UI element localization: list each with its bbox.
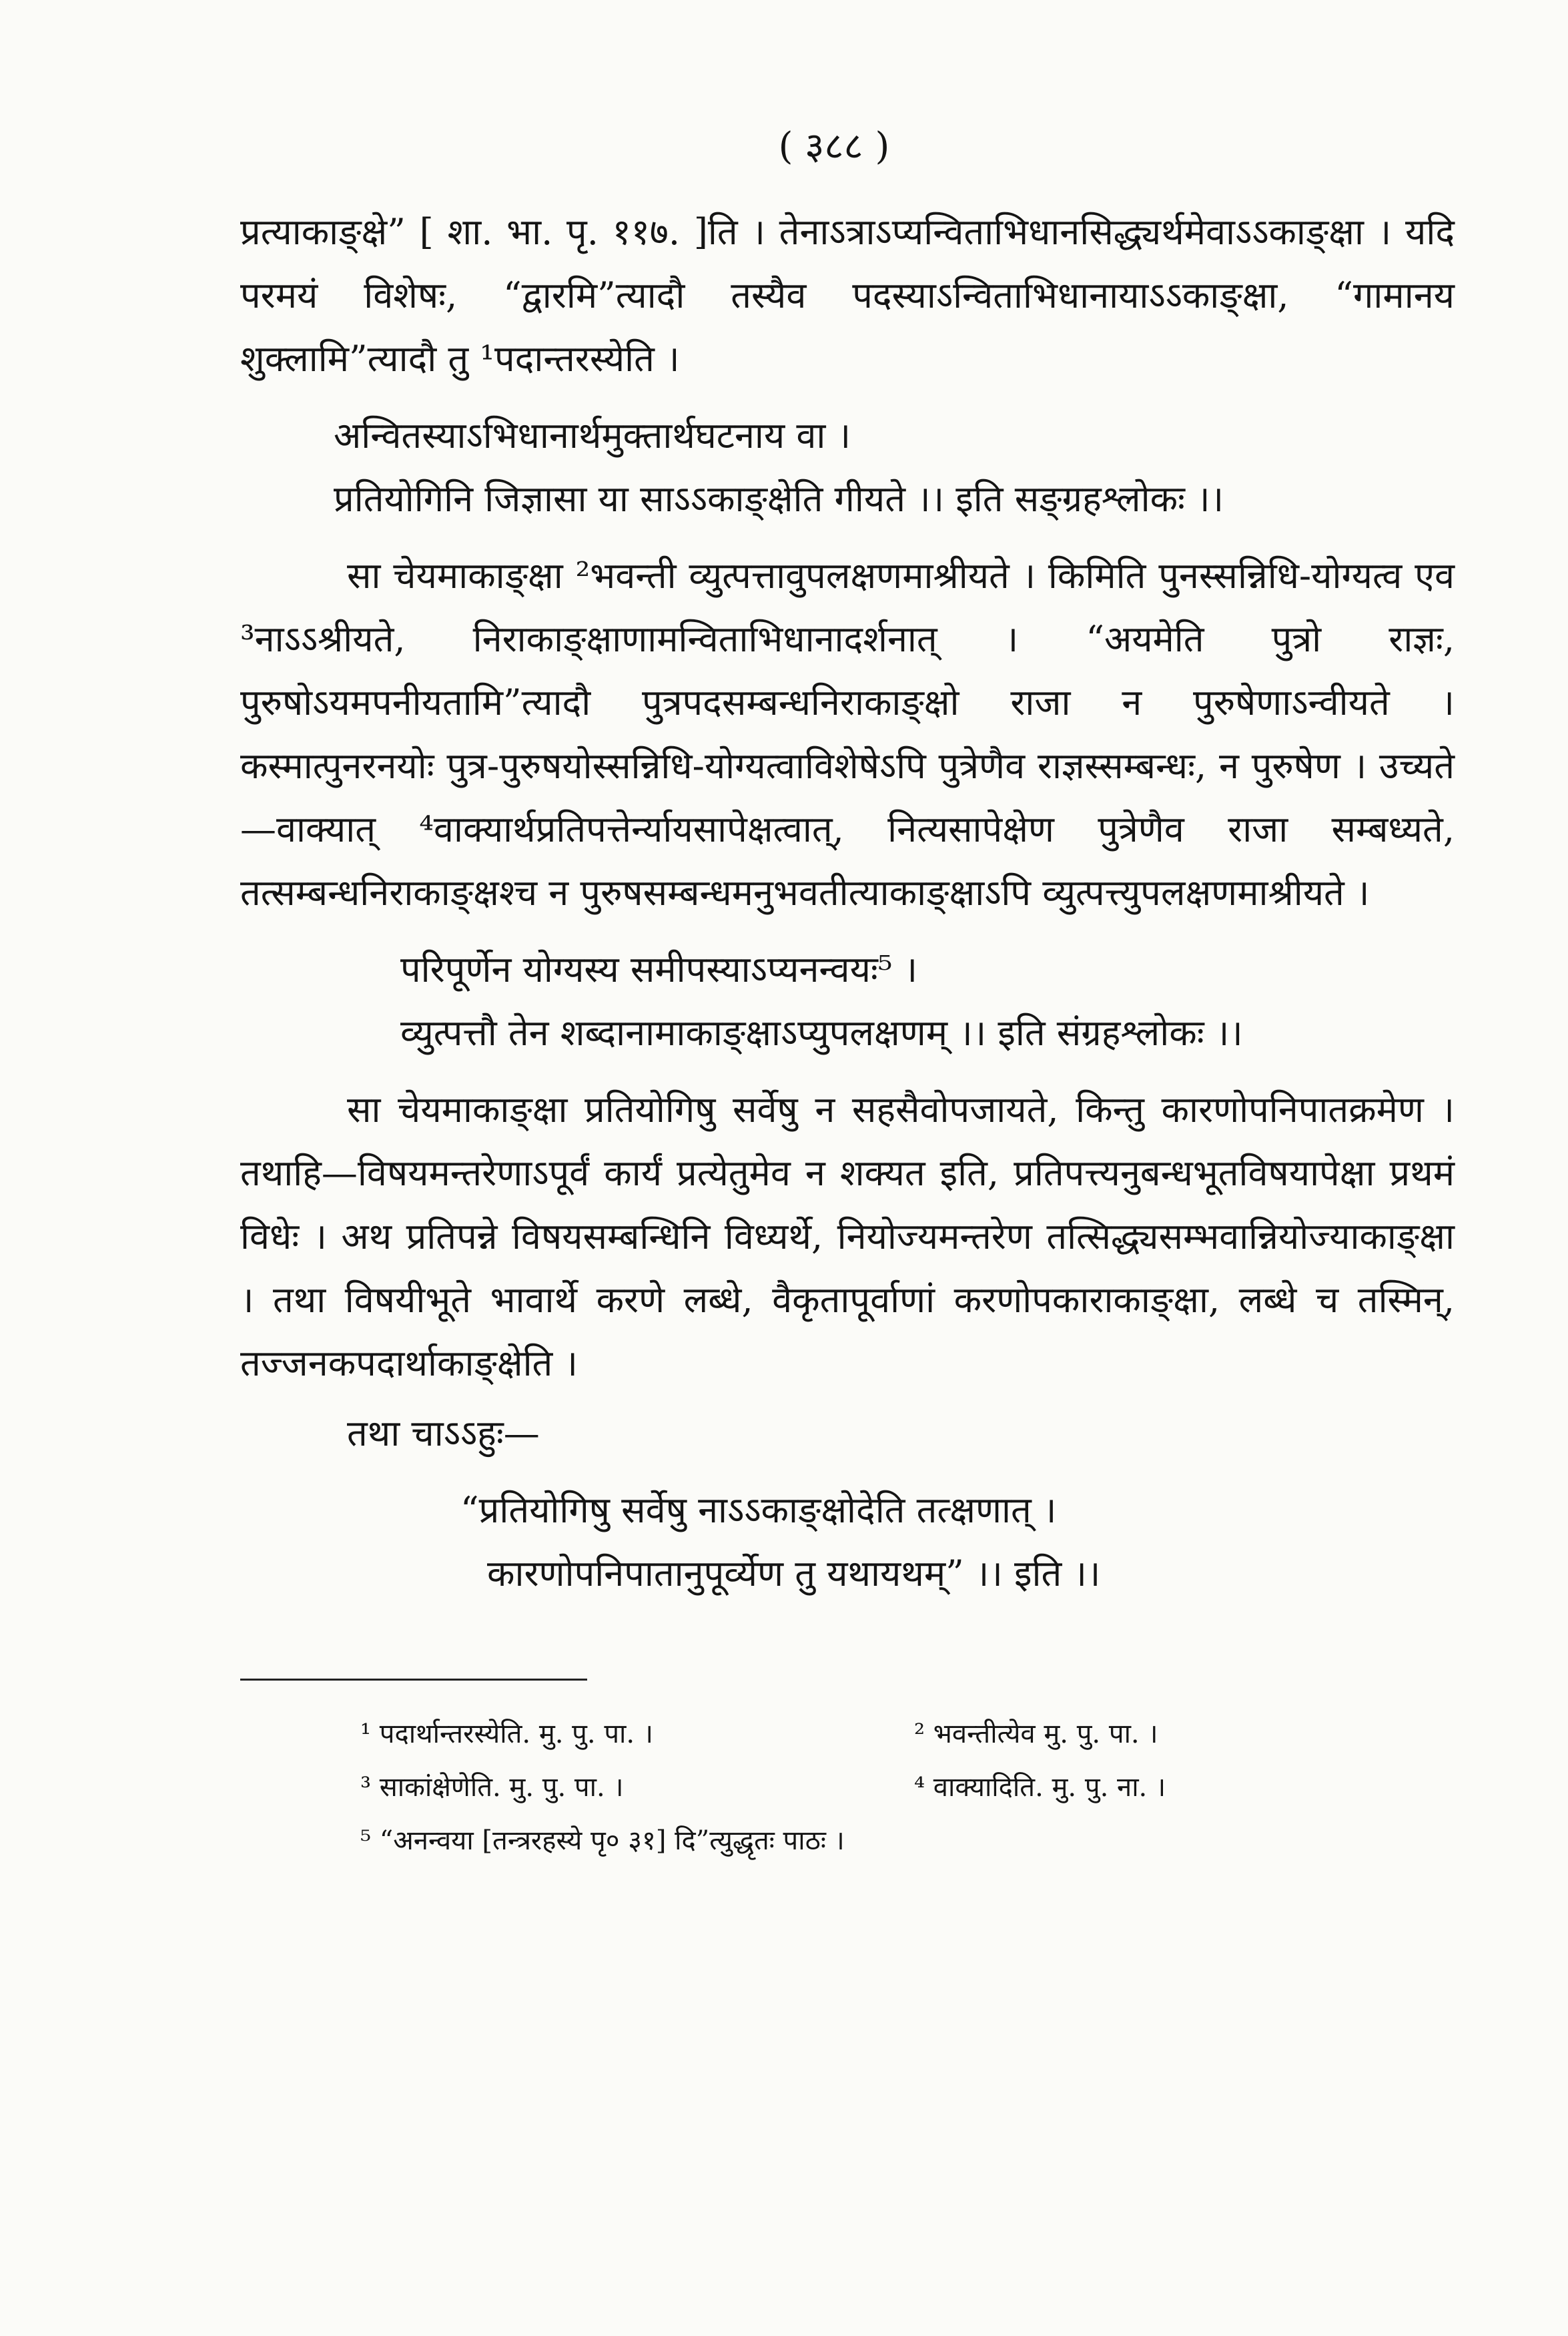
footnote-1: ¹ पदार्थान्तरस्येति. मु. पु. पा. । xyxy=(360,1719,653,1749)
verse-3 xyxy=(460,1478,1455,1605)
paragraph-2-text: सा चेयमाकाङ्क्षा ²भवन्ती व्युत्पत्तावुपलक्षणमाश्रीयते । किमिति पुनस्सन्निधि-योग्यत्व एव ³नाऽऽश्रीयते, निराकाङ्क्षाणामन्विताभिधानादर्शनात् । “अयमेति पुत्रो राज्ञः, पुरुषोऽयमपनीयतामि”त्यादौ पुत्रपदसम्बन्धनिराकाङ्क्षो राजा न पुरुषेणाऽन्वीयते । कस्मात्पुनरनयोः पुत्र-पुरुषयोस्सन्निधि-योग्यत्वाविशेषेऽपि पुत्रेणैव राज्ञस्सम्बन्धः, न पुरुषेण । उच्यते—वाक्यात् ⁴वाक्यार्थप्रतिपत्तेर्न्यायसापेक्षत्वात्, नित्यसापेक्षेण पुत्रेणैव राजा सम्बध्यते, तत्सम्बन्धनिराकाङ्क्षश्च न पुरुषसम्बन्धमनुभवतीत्याकाङ्क्षाऽपि व्युत्पत्त्युपलक्षणमाश्रीयते । xyxy=(240,555,1455,914)
paragraph-3 xyxy=(240,1078,1455,1395)
verse-1 xyxy=(334,404,1455,531)
document-page xyxy=(240,120,1455,1867)
quote-lead: तथा चाऽऽहुः— xyxy=(347,1412,540,1454)
verse-2-line-1: परिपूर्णेन योग्यस्य समीपस्याऽप्यनन्वयः⁵ । xyxy=(400,948,918,990)
page-number: ( ३८८ ) xyxy=(778,125,890,168)
verse-2 xyxy=(400,938,1455,1065)
footnote-3: ³ साकांक्षेणेति. मु. पु. पा. । xyxy=(360,1772,624,1803)
footnote-row xyxy=(240,1761,1455,1814)
paragraph-3-text: सा चेयमाकाङ्क्षा प्रतियोगिषु सर्वेषु न सहसैवोपजायते, किन्तु कारणोपनिपातक्रमेण । तथाहि—विषयमन्तरेणाऽपूर्वं कार्यं प्रत्येतुमेव न शक्यत इति, प्रतिपत्त्यनुबन्धभूतविषयापेक्षा प्रथमं विधेः । अथ प्रतिपन्ने विषयसम्बन्धिनि विध्यर्थे, नियोज्यमन्तरेण तत्सिद्ध्यसम्भवान्नियोज्याकाङ्क्षा । तथा विषयीभूते भावार्थे करणे लब्धे, वैकृतापूर्वाणां करणोपकाराकाङ्क्षा, लब्धे च तस्मिन्, तज्जनकपदार्थाकाङ्क्षेति । xyxy=(240,1089,1455,1384)
verse-2-line-2: व्युत्पत्तौ तेन शब्दानामाकाङ्क्षाऽप्युपलक्षणम् ।। इति संग्रहश्लोकः ।। xyxy=(400,1012,1243,1054)
verse-1-line-2: प्रतियोगिनि जिज्ञासा या साऽऽकाङ्क्षेति गीयते ।। इति सङ्ग्रहश्लोकः ।। xyxy=(334,478,1224,520)
footnote-row xyxy=(240,1707,1455,1761)
verse-3-line-1: “प्रतियोगिषु सर्वेषु नाऽऽकाङ्क्षोदेति तत्क्षणात् । xyxy=(460,1489,1057,1531)
verse-1-line-1: अन्वितस्याऽभिधानार्थमुक्तार्थघटनाय वा । xyxy=(334,414,851,457)
footnote-2: ² भवन्तीत्येव मु. पु. पा. । xyxy=(914,1719,1158,1749)
footnote-4: ⁴ वाक्यादिति. मु. पु. ना. । xyxy=(914,1772,1166,1803)
footnotes xyxy=(240,1707,1455,1867)
footnote-5: ⁵ “अनन्वया [तन्त्ररहस्ये पृ० ३१] दि”त्युद्धृतः पाठः । xyxy=(360,1825,845,1856)
paragraph-1: प्रत्याकाङ्क्षे” [ शा. भा. पृ. ११७. ]ति । तेनाऽत्राऽप्यन्विताभिधानसिद्ध्यर्थमेवाऽऽकाङ्क्षा । यदि परमयं विशेषः, “द्वारमि”त्यादौ तस्यैव पदस्याऽन्विताभिधानायाऽऽकाङ्क्षा, “गामानय शुक्लामि”त्यादौ तु ¹पदान्तरस्येति । xyxy=(240,211,1455,380)
footnote-divider xyxy=(240,1679,587,1681)
paragraph-2 xyxy=(240,544,1455,924)
verse-3-line-2: कारणोपनिपातानुपूर्व्येण तु यथायथम्” ।। इति ।। xyxy=(487,1552,1101,1594)
